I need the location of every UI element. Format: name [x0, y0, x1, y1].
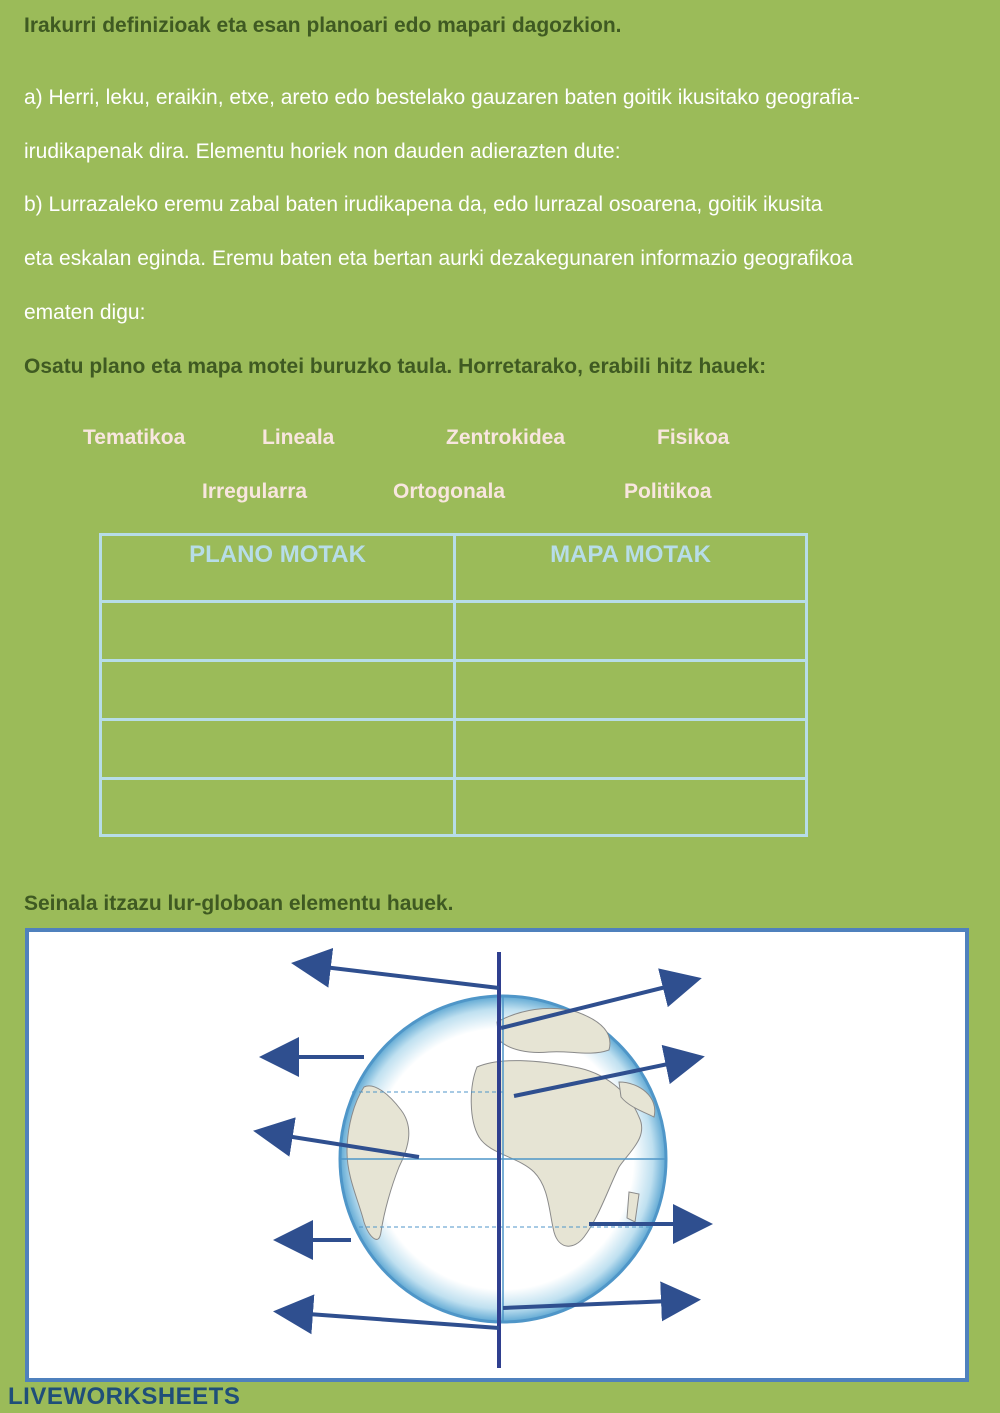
instruction-read-definitions: Irakurri definizioak eta esan planoari edo mapari dagozkion. [24, 14, 622, 37]
header-cell-plano [102, 536, 456, 603]
definition-a-line1: a) Herri, leku, eraikin, etxe, areto edo bestelako gauzaren baten goitik ikusitako geografia- [24, 86, 860, 109]
plan-map-types-table [99, 533, 808, 837]
word-bank-item[interactable]: Irregularra [202, 480, 308, 503]
word-bank-item[interactable]: Zentrokidea [446, 426, 566, 449]
definition-b-line2: eta eskalan eginda. Eremu baten eta bertan aurki dezakegunaren informazio geografikoa [24, 247, 853, 270]
definition-b-line1: b) Lurrazaleko eremu zabal baten irudikapena da, edo lurrazal osoarena, goitik ikusita [24, 193, 823, 216]
header-mapa-motak: MAPA MOTAK [550, 541, 711, 568]
globe-exercise-frame [25, 928, 969, 1382]
pointer-arrow [299, 964, 499, 988]
definition-a-line2: irudikapenak dira. Elementu horiek non dauden adierazten dute: [24, 140, 621, 163]
word-bank-item[interactable]: Tematikoa [83, 426, 186, 449]
liveworksheets-logo [8, 1383, 240, 1411]
header-plano-motak: PLANO MOTAK [189, 541, 366, 568]
answer-cell-plano-1[interactable] [102, 603, 456, 662]
answer-cell-plano-2[interactable] [102, 662, 456, 721]
answer-cell-plano-3[interactable] [102, 721, 456, 780]
instruction-complete-table: Osatu plano eta mapa motei buruzko taula. Horretarako, erabili hitz hauek: [24, 355, 767, 378]
word-bank-item[interactable]: Fisikoa [657, 426, 730, 449]
answer-cell-mapa-1[interactable] [456, 603, 805, 662]
globe-illustration [29, 932, 965, 1378]
answer-cell-mapa-2[interactable] [456, 662, 805, 721]
word-bank-item[interactable]: Politikoa [624, 480, 712, 503]
logo-text: LIVEWORKSHEETS [8, 1383, 241, 1410]
instruction-mark-globe: Seinala itzazu lur-globoan elementu hauek. [24, 892, 454, 915]
word-bank-item[interactable]: Lineala [262, 426, 335, 449]
answer-cell-plano-4[interactable] [102, 780, 456, 834]
header-cell-mapa [456, 536, 805, 603]
word-bank-item[interactable]: Ortogonala [393, 480, 506, 503]
answer-cell-mapa-4[interactable] [456, 780, 805, 834]
definition-b-line3: ematen digu: [24, 301, 146, 324]
answer-cell-mapa-3[interactable] [456, 721, 805, 780]
